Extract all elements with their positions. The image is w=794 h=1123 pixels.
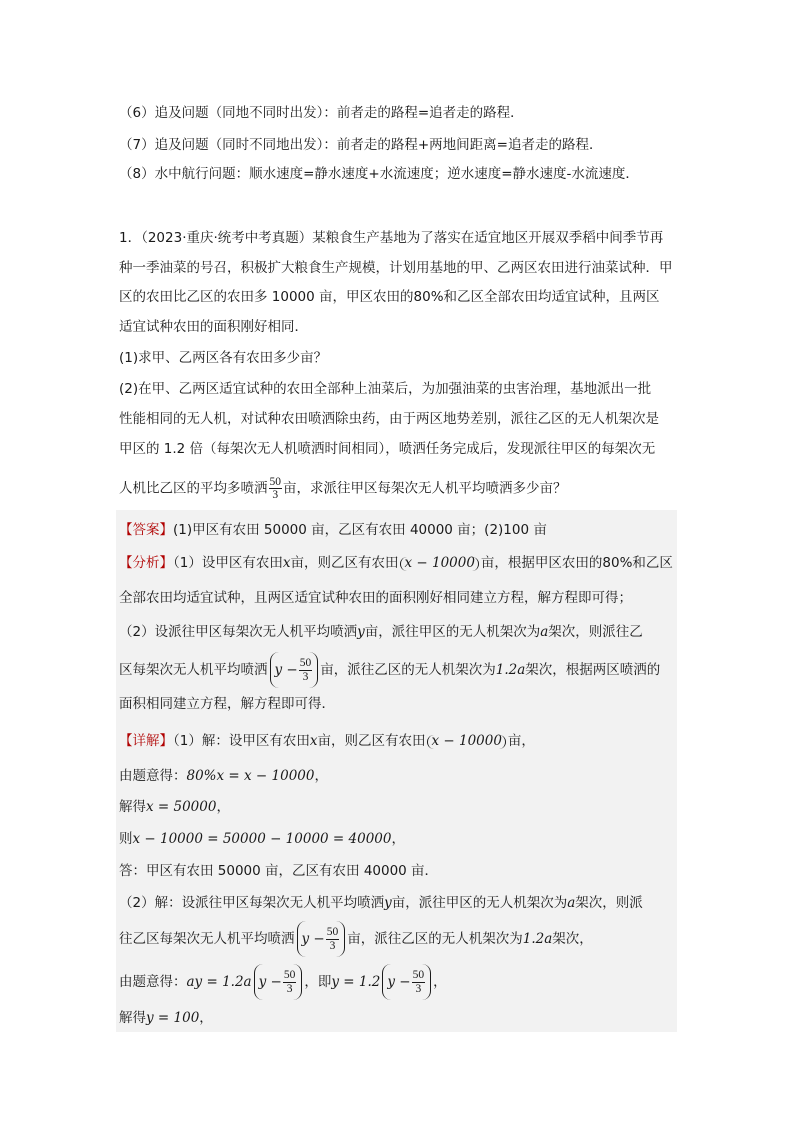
math-y-minus: y − — [387, 974, 411, 990]
detail-line-6 — [119, 897, 643, 911]
math-y-equals: y = 1.2 — [331, 974, 381, 990]
detail-text: 则 — [119, 831, 133, 847]
math-y-minus: y − — [301, 931, 325, 947]
analysis-line-2: 全部农田均适宜试种，且两区适宜试种农田的面积刚好相同建立方程，解方程即可得； — [119, 590, 632, 606]
detail-text: （1）解：设甲区有农田 — [173, 733, 310, 749]
math-x: x — [309, 733, 318, 749]
analysis-text: 亩，则乙区有农田 — [290, 555, 399, 571]
analysis-label: 【分析】 — [119, 555, 173, 571]
detail-label: 【详解】 — [119, 733, 173, 749]
math-y-minus: y − — [258, 974, 282, 990]
math-x: x — [282, 555, 291, 571]
analysis-text: 架次，则派往乙 — [548, 624, 643, 640]
answer-label: 【答案】 — [119, 522, 173, 538]
analysis-text: 亩，派往甲区的无人机架次为 — [364, 624, 541, 640]
fraction-denominator: 3 — [415, 982, 422, 995]
math-paren-y-minus-frac — [382, 964, 431, 1000]
fraction-50-3 — [299, 657, 313, 682]
detail-line-2 — [119, 770, 328, 784]
fraction-denominator: 3 — [302, 670, 309, 683]
analysis-text: 架次，根据两区喷洒的 — [525, 662, 661, 678]
problem-line-4: 适宜试种农田的面积刚好相同． — [119, 319, 308, 335]
analysis-text: 区每架次无人机平均喷洒 — [119, 662, 268, 678]
fraction-50-3 — [283, 969, 297, 994]
fraction-denominator: 3 — [329, 939, 336, 952]
detail-text: 亩， — [507, 733, 535, 749]
answer-line — [119, 524, 547, 538]
analysis-line-4 — [119, 652, 660, 688]
question-2-line-2: 性能相同的无人机，对试种农田喷洒除虫药，由于两区地势差别，派往乙区的无人机架次是 — [119, 411, 659, 427]
math-1-2a: 1.2a — [522, 931, 553, 947]
fraction-numerator: 50 — [326, 926, 339, 939]
fraction-50-3 — [326, 926, 340, 951]
detail-line-1 — [119, 735, 535, 749]
detail-line-7 — [119, 921, 593, 957]
math-ay-equals: ay = 1.2a — [186, 974, 252, 990]
fraction-50-3 — [412, 969, 426, 994]
detail-text: 亩，派往甲区的无人机架次为 — [391, 895, 568, 911]
analysis-text: 亩，根据甲区农田的80%和乙区 — [480, 555, 673, 571]
detail-text: 由题意得： — [119, 974, 187, 990]
analysis-line-5: 面积相同建立方程，解方程即可得． — [119, 696, 335, 712]
math-equation-1: 80%x = x − 10000 — [186, 768, 315, 784]
question-2-line-4-end: 亩，求派往甲区每架次无人机平均喷洒多少亩？ — [283, 480, 567, 497]
fraction-denominator: 3 — [286, 982, 293, 995]
math-calculation: x − 10000 = 50000 − 10000 = 40000 — [132, 831, 392, 847]
fraction-denominator: 3 — [272, 489, 279, 502]
question-2-line-1: (2)在甲、乙两区适宜试种的农田全部种上油菜后，为加强油菜的虫害治理，基地派出一批 — [119, 381, 652, 397]
detail-text: （2）解：设派往甲区每架次无人机平均喷洒 — [119, 895, 385, 911]
analysis-text: 亩，派往乙区的无人机架次为 — [320, 662, 496, 678]
problem-line-2: 种一季油菜的号召，积极扩大粮食生产规模，计划用基地的甲、乙两区农田进行油菜试种．甲 — [119, 260, 673, 276]
question-1: (1)求甲、乙两区各有农田多少亩？ — [119, 350, 328, 366]
math-x-minus-10000: x − 10000 — [427, 735, 505, 749]
math-paren-y-minus-frac — [254, 964, 303, 1000]
detail-line-3 — [119, 801, 230, 815]
analysis-text: （1）设甲区有农田 — [173, 555, 283, 571]
analysis-line-3 — [119, 626, 643, 640]
math-paren-y-minus-frac — [297, 921, 346, 957]
math-y: y — [357, 624, 365, 640]
intro-line-6: （6）追及问题（同地不同时出发）：前者走的路程=追者走的路程． — [119, 105, 524, 121]
detail-text: 亩，则乙区有农田 — [317, 733, 426, 749]
math-a: a — [540, 624, 549, 640]
detail-text: 往乙区每架次无人机平均喷洒 — [119, 931, 295, 947]
fraction-numerator: 50 — [269, 476, 281, 488]
math-1-2a: 1.2a — [495, 662, 526, 678]
detail-text: 由题意得： — [119, 768, 187, 784]
intro-line-8: （8）水中航行问题：顺水速度=静水速度+水流速度；逆水速度=静水速度-水流速度． — [119, 166, 639, 182]
detail-text: 架次， — [552, 931, 593, 947]
detail-text: 解得 — [119, 799, 146, 815]
answer-text: (1)甲区有农田 50000 亩，乙区有农田 40000 亩；(2)100 亩 — [173, 522, 547, 538]
detail-text: ，即 — [304, 974, 332, 990]
analysis-line-1 — [119, 557, 673, 571]
detail-text: ， — [199, 1010, 213, 1026]
detail-text: ， — [314, 768, 328, 784]
fraction-numerator: 50 — [299, 657, 312, 670]
detail-line-8 — [119, 964, 447, 1000]
detail-text: ， — [433, 974, 447, 990]
detail-line-9 — [119, 1012, 213, 1026]
analysis-text: （2）设派往甲区每架次无人机平均喷洒 — [119, 624, 358, 640]
math-y: y — [384, 895, 392, 911]
fraction-50-3 — [269, 476, 283, 501]
detail-text: ， — [391, 831, 405, 847]
math-paren-y-minus-frac — [270, 652, 319, 688]
detail-line-5: 答：甲区有农田 50000 亩，乙区有农田 40000 亩． — [119, 863, 439, 879]
detail-text: 亩，派往乙区的无人机架次为 — [347, 931, 523, 947]
detail-text: 架次，则派 — [575, 895, 643, 911]
math-y-value: y = 100 — [146, 1010, 200, 1026]
fraction-numerator: 50 — [283, 969, 296, 982]
intro-line-7: （7）追及问题（同时不同地出发）：前者走的路程+两地间距离=追者走的路程． — [119, 137, 603, 153]
math-x-value: x = 50000 — [146, 799, 217, 815]
math-x-minus-10000: x − 10000 — [400, 557, 478, 571]
math-y-minus: y − — [274, 662, 298, 678]
math-a: a — [567, 895, 576, 911]
question-2-line-4-start: 人机比乙区的平均多喷洒 — [119, 480, 268, 497]
question-2-line-4 — [119, 476, 567, 501]
problem-line-3: 区的农田比乙区的农田多 10000 亩，甲区农田的80%和乙区全部农田均适宜试种，且两区 — [119, 289, 660, 305]
question-2-line-3: 甲区的 1.2 倍（每架次无人机喷洒时间相同），喷洒任务完成后，发现派往甲区的每架次无 — [119, 441, 656, 457]
detail-line-4 — [119, 833, 405, 847]
fraction-numerator: 50 — [412, 969, 425, 982]
detail-text: 解得 — [119, 1010, 146, 1026]
detail-text: ， — [216, 799, 230, 815]
problem-line-1: 1．（2023·重庆·统考中考真题）某粮食生产基地为了落实在适宜地区开展双季稻中间季节再 — [119, 230, 664, 246]
